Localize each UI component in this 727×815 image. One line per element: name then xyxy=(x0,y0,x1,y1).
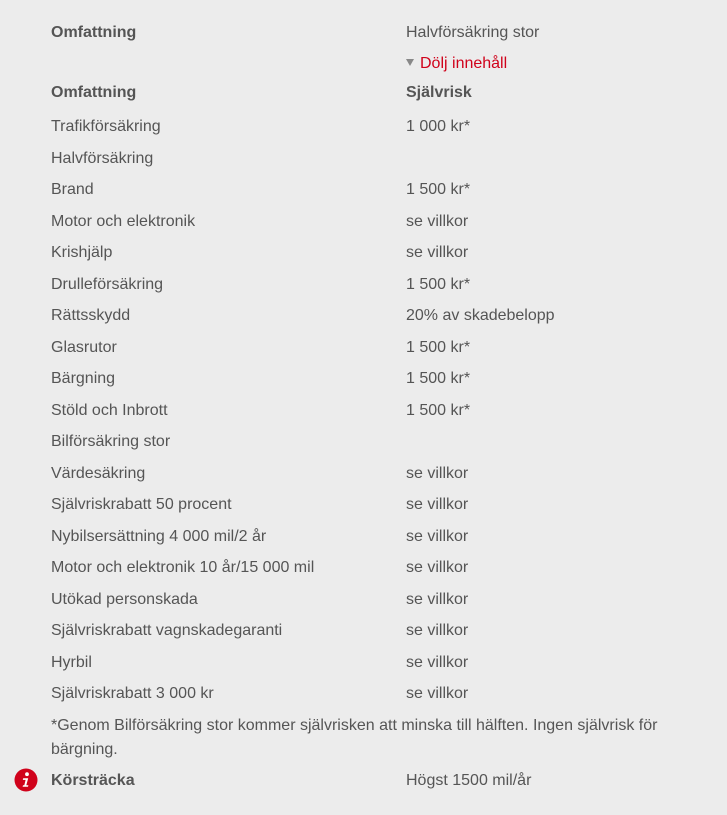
mileage-row xyxy=(0,769,727,793)
deductible-cell: se villkor xyxy=(406,685,469,702)
coverage-cell: Värdesäkring xyxy=(51,465,146,482)
mileage-value: Högst 1500 mil/år xyxy=(406,772,532,789)
deductible-cell: se villkor xyxy=(406,622,469,639)
coverage-cell: Bärgning xyxy=(51,370,116,387)
coverage-cell: Krishjälp xyxy=(51,244,113,261)
table-row xyxy=(0,210,727,234)
table-row xyxy=(0,304,727,328)
deductible-cell: se villkor xyxy=(406,465,469,482)
hide-content-toggle[interactable] xyxy=(406,52,507,76)
table-row xyxy=(0,241,727,265)
coverage-cell: Drulleförsäkring xyxy=(51,276,164,293)
deductible-cell: 1 500 kr* xyxy=(406,181,471,198)
coverage-cell: Utökad personskada xyxy=(51,591,198,608)
coverage-cell: Trafikförsäkring xyxy=(51,118,161,135)
deductible-cell: 1 500 kr* xyxy=(406,339,471,356)
deductible-cell: 1 500 kr* xyxy=(406,276,471,293)
table-row xyxy=(0,682,727,706)
coverage-cell: Stöld och Inbrott xyxy=(51,402,168,419)
deductible-cell: 1 500 kr* xyxy=(406,402,471,419)
mileage-label: Körsträcka xyxy=(51,772,135,789)
coverage-cell: Brand xyxy=(51,181,94,198)
table-row xyxy=(0,115,727,139)
coverage-value: Halvförsäkring stor xyxy=(406,24,540,41)
deductible-cell: se villkor xyxy=(406,213,469,230)
deductible-cell: 20% av skadebelopp xyxy=(406,307,555,324)
deductible-cell: se villkor xyxy=(406,654,469,671)
hide-content-label: Dölj innehåll xyxy=(420,55,508,72)
coverage-cell: Bilförsäkring stor xyxy=(51,433,171,450)
deductible-cell: se villkor xyxy=(406,244,469,261)
table-row xyxy=(0,462,727,486)
table-row xyxy=(0,273,727,297)
table-row xyxy=(0,619,727,643)
coverage-cell: Motor och elektronik 10 år/15 000 mil xyxy=(51,559,315,576)
table-row xyxy=(0,367,727,391)
coverage-cell: Självriskrabatt 50 procent xyxy=(51,496,232,513)
table-row xyxy=(0,178,727,202)
table-row xyxy=(0,588,727,612)
deductible-cell: 1 000 kr* xyxy=(406,118,471,135)
table-row xyxy=(0,493,727,517)
coverage-summary-row xyxy=(0,21,727,45)
table-row xyxy=(0,651,727,675)
deductible-cell: se villkor xyxy=(406,496,469,513)
coverage-cell: Självriskrabatt 3 000 kr xyxy=(51,685,214,702)
column-header-coverage: Omfattning xyxy=(51,84,137,101)
coverage-cell: Nybilsersättning 4 000 mil/2 år xyxy=(51,528,267,545)
deductible-cell: 1 500 kr* xyxy=(406,370,471,387)
footnote: *Genom Bilförsäkring stor kommer självrisken att minska till hälften. Ingen självrisk för bärgning. xyxy=(51,717,658,758)
triangle-down-icon xyxy=(406,59,414,66)
coverage-cell: Glasrutor xyxy=(51,339,117,356)
table-row xyxy=(0,399,727,423)
coverage-cell: Halvförsäkring xyxy=(51,150,154,167)
deductible-cell: se villkor xyxy=(406,591,469,608)
column-header-deductible: Självrisk xyxy=(406,84,472,101)
deductible-cell: se villkor xyxy=(406,559,469,576)
table-row xyxy=(0,336,727,360)
table-row xyxy=(0,525,727,549)
deductible-cell: se villkor xyxy=(406,528,469,545)
coverage-cell: Hyrbil xyxy=(51,654,92,671)
table-row xyxy=(0,147,727,171)
table-header xyxy=(0,81,727,105)
table-row xyxy=(0,556,727,580)
table-row xyxy=(0,430,727,454)
coverage-cell: Självriskrabatt vagnskadegaranti xyxy=(51,622,283,639)
coverage-cell: Rättsskydd xyxy=(51,307,131,324)
coverage-cell: Motor och elektronik xyxy=(51,213,196,230)
coverage-label: Omfattning xyxy=(51,24,137,41)
